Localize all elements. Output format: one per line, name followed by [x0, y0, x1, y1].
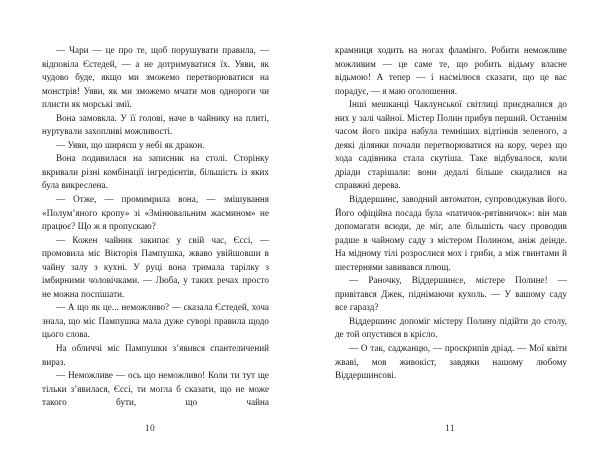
page-number-right: 11 — [445, 424, 455, 434]
page-left-text-block — [42, 44, 269, 423]
paragraph: Віддершинс, заводний автоматон, супроводжував його. Його офіційна посада була «патичок-рятівничок»: він мав допомагати всюди, де міг, але більшість часу проводив радше в чайному саду з містером Полином, аніж деінде. На мідному тілі розрослися мох і гриби, а між гвинтами й шестернями завивався плющ. — [335, 194, 567, 272]
page-right — [300, 0, 600, 462]
paragraph: крамниця ходить на ногах фламінго. Робити неможливе можливим — це саме те, що робить відьму власне відьмою! А тепер — і насмілюся сказати, що це вас порадує, — я маю оголошення. — [335, 45, 567, 96]
paragraph: На обличчі міс Пампушки з’явився спантеличений вираз. — [42, 343, 269, 367]
paragraph: Вона замовкла. У її голові, наче в чайнику на плиті, нуртували захопливі можливості. — [42, 112, 269, 137]
paragraph: — Уяви, що ширяєш у небі як дракон. — [56, 139, 205, 150]
paragraph: Віддершинс допоміг містеру Полину підійти до столу, де той опустився в крісло. — [335, 315, 567, 340]
paragraph: — Чари — це про те, щоб порушувати правила, — відповіла Єстедей, — а не дотримуватися їх. Уяви, як чудово буде, якщо ми зможемо перетворюватися на монстрів! Уяви, як ми зможемо мчати мов однороги чи плисти як морські змії. — [42, 45, 269, 110]
paragraph: Інші мешканці Чаклунської світлиці приєдналися до них у залі чайної. Містер Полин прибув перший. Останнім часом його шкіра набула темніших відтінків зеленого, а деякі ділянки почали перетворюватися на кору, через що хода садівника стала скутіша. Таке відбувалося, коли дріади старішали: вони дедалі більше скидалися на справжні дерева. — [335, 99, 567, 191]
paragraph: — Неможливе — ось що неможливо! Коли ти тут ще тільки з’явилася, Єссі, ти могла б сказати, що не може такого бути, що чайна — [42, 370, 269, 408]
paragraph: Вона подивилася на записник на столі. Сторінку вкривали різні комбінації інгредієнтів, більшість із яких була викреслена. — [42, 153, 269, 191]
paragraph: — О так, саджанцю, — проскрипів дріад. — Мої квіти жваві, мов живокіст, завдяки нашому любому Віддершинсові. — [335, 343, 567, 381]
paragraph: — А що як це... неможливо? — сказала Єстедей, хоча знала, що міс Пампушка мала дуже суворі правила щодо цього слова. — [42, 302, 269, 340]
page-number-left: 10 — [144, 424, 156, 434]
page-right-text-block — [335, 44, 567, 383]
paragraph: — Кожен чайник закипає у свій час, Єссі, — промовила міс Вікторія Пампушка, жваво увійшовши в чайну залу з кухні. У руці вона тримала тарілку з імбирними чоловічками. — Люба, у таких речах просто не можна поспішати. — [42, 234, 269, 299]
paragraph: — Раночку, Віддершинсе, містере Полине! — привітався Джек, піднімаючи кухоль. — У вашому саду все гаразд? — [335, 275, 567, 313]
paragraph: — Отже, — промимрила вона, — змішування «Полум’яного кропу» зі «Змінювальним жасмином» не працює? Що ж я пропускаю? — [42, 194, 269, 232]
